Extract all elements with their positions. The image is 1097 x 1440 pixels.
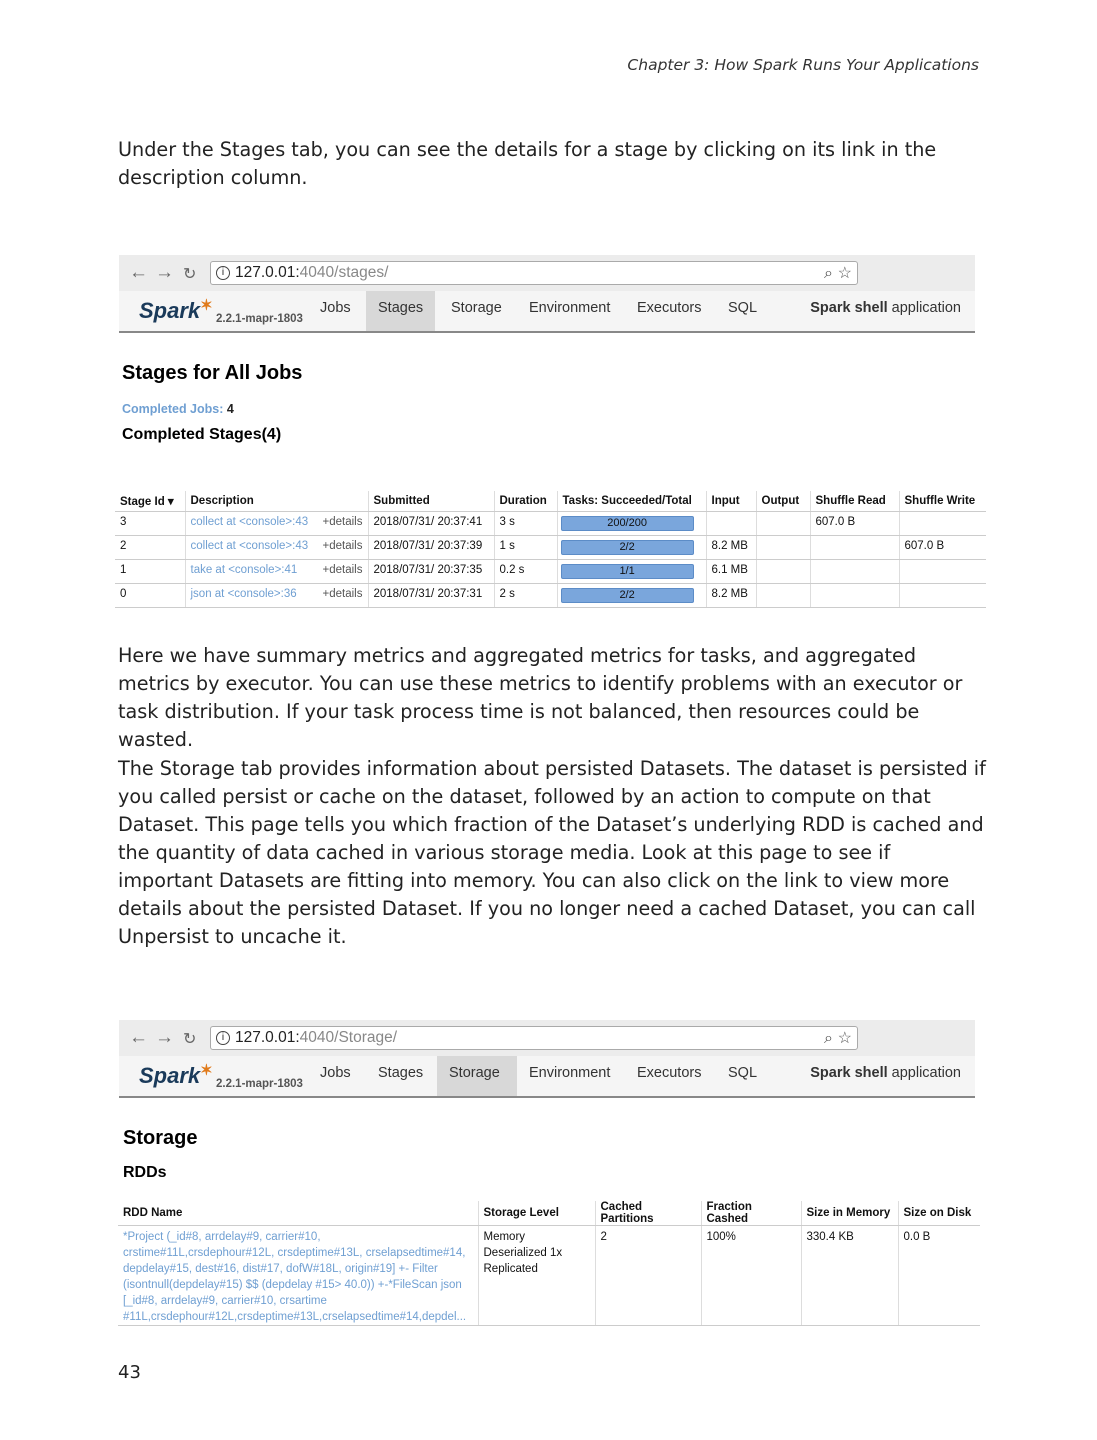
rdd-disk: 0.0 B [898, 1226, 980, 1326]
spark-version: 2.2.1-mapr-1803 [216, 313, 303, 325]
duration: 2 s [494, 583, 557, 607]
storage-title: Storage [123, 1127, 198, 1149]
column-header: RDD Name [118, 1201, 478, 1226]
tab-storage[interactable]: Storage [451, 300, 502, 316]
running-head: Chapter 3: How Spark Runs Your Applications [627, 56, 979, 74]
tab-jobs[interactable]: Jobs [320, 1065, 351, 1081]
description-wrap [191, 584, 363, 605]
zoom-icon[interactable]: ⌕ [824, 265, 833, 282]
tab-jobs[interactable]: Jobs [320, 300, 351, 316]
url-host: 127.0.01: [235, 264, 300, 281]
column-header: Size on Disk [898, 1201, 980, 1226]
spark-logo[interactable]: Spark✶ [139, 297, 213, 323]
rdd-table [118, 1201, 980, 1326]
duration: 3 s [494, 511, 557, 535]
zoom-icon[interactable]: ⌕ [824, 1030, 833, 1047]
completed-jobs [122, 402, 234, 416]
duration: 0.2 s [494, 559, 557, 583]
rdd-fraction: 100% [701, 1226, 801, 1326]
submitted: 2018/07/31/ 20:37:39 [368, 535, 494, 559]
description-cell [185, 535, 368, 559]
stages-title: Stages for All Jobs [122, 362, 303, 384]
description-wrap [191, 560, 363, 581]
rdd-level: Memory Deserialized 1x Replicated [478, 1226, 595, 1326]
back-icon[interactable]: ← [129, 262, 148, 283]
column-header: Fraction Cashed [701, 1201, 801, 1226]
column-header: Size in Memory [801, 1201, 898, 1226]
input: 8.2 MB [706, 583, 756, 607]
tab-storage[interactable]: Storage [437, 1056, 517, 1096]
rdds-heading: RDDs [123, 1164, 167, 1181]
description-wrap [191, 512, 363, 533]
tasks-progress-bar: 2/2 [561, 588, 694, 603]
spark-version: 2.2.1-mapr-1803 [216, 1078, 303, 1090]
rdd-name-link[interactable]: *Project (_id#8, arrdelay#9, carrier#10, crstime#11L,crsdephour#12L, crsdeptime#13L, crselapsedtime#14, depdelay#15, dest#16, dist#17, dofW#18L, origin#19] +- Filter (isontnull(depdelay#15) $$ (depdelay #15> 40.0)) +-*FileScan json [_id#8, arrdelay#9, carrier#10, crsartime #11L,crsdephour#12L,crsdeptime#13L,crselapsedtime#14,depdel... [118, 1226, 478, 1326]
description-cell [185, 559, 368, 583]
shuffle-read [810, 559, 899, 583]
output [756, 583, 810, 607]
table-row [118, 1226, 980, 1326]
app-name: Spark shell application [810, 300, 961, 316]
browser-window-stages [119, 255, 975, 333]
column-header[interactable]: Description [185, 491, 368, 511]
browser-window-storage [119, 1020, 975, 1098]
column-header: Storage Level [478, 1201, 595, 1226]
metrics-paragraph: Here we have summary metrics and aggregated metrics for tasks, and aggregated metrics by executor. You can use these metrics to identify problems with an executor or task distribution. If your task process time is not balanced, then resources could be wasted. [118, 644, 963, 751]
stage-id: 2 [115, 535, 185, 559]
output [756, 535, 810, 559]
stage-description-link[interactable]: collect at <console>:43 [190, 515, 309, 528]
url-host: 127.0.01: [235, 1029, 300, 1046]
tab-executors[interactable]: Executors [637, 300, 702, 316]
column-header[interactable]: Stage Id ▾ [115, 491, 185, 511]
spark-logo[interactable]: Spark✶ [139, 1062, 213, 1088]
stage-id: 0 [115, 583, 185, 607]
page-number: 43 [118, 1362, 141, 1383]
stages-table [115, 491, 986, 608]
tasks-cell [557, 511, 706, 535]
url-path: 4040/Storage/ [299, 1029, 398, 1046]
input [706, 511, 756, 535]
details-toggle[interactable]: +details [322, 539, 363, 552]
completed-jobs-count: 4 [226, 402, 234, 416]
tasks-cell [557, 535, 706, 559]
column-header[interactable]: Submitted [368, 491, 494, 511]
tab-stages[interactable]: Stages [366, 291, 435, 331]
submitted: 2018/07/31/ 20:37:35 [368, 559, 494, 583]
description-cell [185, 511, 368, 535]
forward-icon[interactable]: → [155, 262, 174, 283]
shuffle-write [899, 511, 986, 535]
rdd-partitions: 2 [595, 1226, 701, 1326]
back-icon[interactable]: ← [129, 1027, 148, 1048]
details-toggle[interactable]: +details [322, 587, 363, 600]
completed-stages-heading: Completed Stages(4) [122, 426, 282, 443]
shuffle-write [899, 583, 986, 607]
tasks-progress-bar: 200/200 [561, 516, 694, 531]
column-header[interactable]: Output [756, 491, 810, 511]
info-icon: i [216, 1031, 230, 1045]
spark-navbar [119, 1056, 975, 1098]
info-icon: i [216, 266, 230, 280]
spark-star-icon: ✶ [200, 1062, 213, 1079]
shuffle-write: 607.0 B [899, 535, 986, 559]
reload-icon[interactable]: ↻ [183, 1031, 197, 1048]
submitted: 2018/07/31/ 20:37:31 [368, 583, 494, 607]
tab-environment[interactable]: Environment [529, 300, 611, 316]
address-bar[interactable] [210, 1026, 858, 1050]
shuffle-read [810, 535, 899, 559]
submitted: 2018/07/31/ 20:37:41 [368, 511, 494, 535]
table-row [115, 583, 986, 607]
bookmark-star-icon[interactable]: ☆ [837, 265, 852, 282]
description-cell [185, 583, 368, 607]
column-header[interactable]: Shuffle Read [810, 491, 899, 511]
completed-jobs-link[interactable]: Completed Jobs: [122, 402, 224, 416]
tab-environment[interactable]: Environment [529, 1065, 611, 1081]
browser-toolbar [119, 1020, 975, 1056]
details-toggle[interactable]: +details [322, 563, 363, 576]
intro-paragraph: Under the Stages tab, you can see the details for a stage by clicking on its link in the description column. [118, 138, 937, 189]
reload-icon[interactable]: ↻ [183, 266, 197, 283]
rdd-mem: 330.4 KB [801, 1226, 898, 1326]
tasks-cell [557, 559, 706, 583]
stage-description-link[interactable]: json at <console>:36 [190, 587, 297, 600]
duration: 1 s [494, 535, 557, 559]
bookmark-star-icon[interactable]: ☆ [837, 1030, 852, 1047]
table-row [115, 559, 986, 583]
description-wrap [191, 536, 363, 557]
output [756, 559, 810, 583]
tab-sql[interactable]: SQL [728, 300, 758, 316]
storage-paragraph: The Storage tab provides information about persisted Datasets. The dataset is persisted if you called persist or cache on the dataset, followed by an action to compute on that Dataset. This page tells you which fraction of the Dataset’s underlying RDD is cached and the quantity of data cached in various storage media. Look at this page to see if important Datasets are fitting into memory. You can also click on the link to view more details about the persisted Dataset. If you no longer need a cached Dataset, you can call Unpersist to uncache it. [118, 757, 986, 948]
stage-id: 3 [115, 511, 185, 535]
column-header[interactable]: Input [706, 491, 756, 511]
app-name: Spark shell application [810, 1065, 961, 1081]
column-header: Cached Partitions [595, 1201, 701, 1226]
column-header[interactable]: Duration [494, 491, 557, 511]
forward-icon[interactable]: → [155, 1027, 174, 1048]
tasks-cell [557, 583, 706, 607]
table-row [115, 535, 986, 559]
stage-description-link[interactable]: collect at <console>:43 [190, 539, 309, 552]
browser-toolbar [119, 255, 975, 291]
column-header[interactable]: Shuffle Write [899, 491, 986, 511]
url-path: 4040/stages/ [299, 264, 389, 281]
tab-sql[interactable]: SQL [728, 1065, 758, 1081]
shuffle-read [810, 583, 899, 607]
stage-description-link[interactable]: take at <console>:41 [190, 563, 298, 576]
input: 6.1 MB [706, 559, 756, 583]
output [756, 511, 810, 535]
shuffle-write [899, 559, 986, 583]
input: 8.2 MB [706, 535, 756, 559]
spark-navbar [119, 291, 975, 333]
address-bar[interactable] [210, 261, 858, 285]
tab-executors[interactable]: Executors [637, 1065, 702, 1081]
tasks-progress-bar: 1/1 [561, 564, 694, 579]
table-row [115, 511, 986, 535]
tab-stages[interactable]: Stages [378, 1065, 424, 1081]
stage-id: 1 [115, 559, 185, 583]
spark-star-icon: ✶ [200, 297, 213, 314]
shuffle-read: 607.0 B [810, 511, 899, 535]
column-header[interactable]: Tasks: Succeeded/Total [557, 491, 706, 511]
tasks-progress-bar: 2/2 [561, 540, 694, 555]
details-toggle[interactable]: +details [322, 515, 363, 528]
